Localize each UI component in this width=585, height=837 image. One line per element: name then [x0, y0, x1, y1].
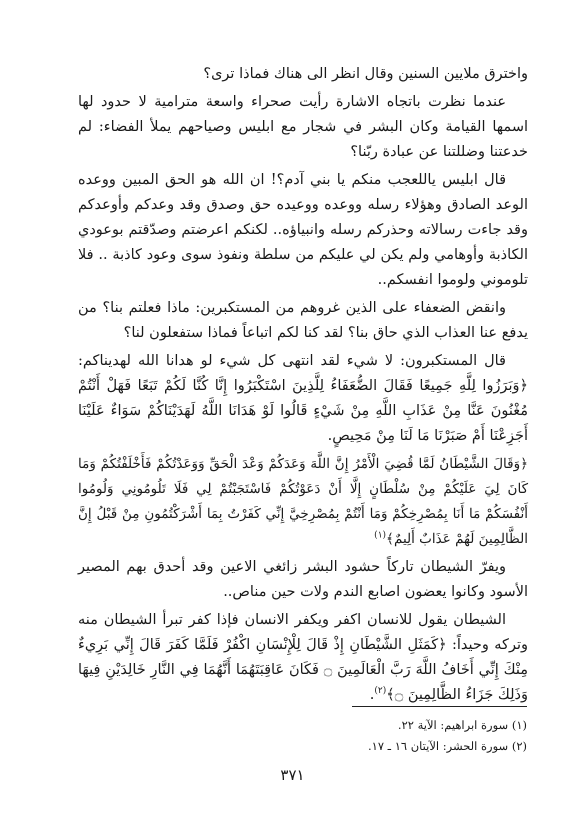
paragraph-5-quote: قال المستكبرون: لا شيء لقد انتهى كل شيء لو هدانا الله لهديناكم: ﴿وَبَرَزُوا لِلَّهِ جَمِيعًا فَقَالَ الضُّعَفَاءُ لِلَّذِينَ اسْتَكْبَرُوا إِنَّا كُنَّا لَكُمْ تَبَعًا فَهَلْ أَنْتُمْ مُغْنُونَ عَنَّا مِنْ عَذَابِ اللَّهِ مِنْ شَيْءٍ قَالُوا لَوْ هَدَانَا اللَّهُ لَهَدَيْنَاكُمْ سَوَاءٌ عَلَيْنَا أَجَزِعْنَا أَمْ صَبَرْنَا مَا لَنَا مِنْ مَحِيصٍ. — [78, 353, 528, 444]
paragraph-3: قال ابليس ياللعجب منكم يا بني آدم؟! ان الله هو الحق المبين ووعده الوعد الصادق وهؤلاء رسله ووعده ووعيده حق وصدق وقد وعدكم وأوعدكم وقد جاءت رسالاته وحذركم رسله وانبياؤه.. لكنكم اعرضتم وصدّقتم بوعودي الكاذبة وأوهامي ولم يكن لي عليكم من سلطة ونفوذ سوى وعود كاذبة .. فلا تلوموني ولوموا انفسكم.. — [78, 172, 528, 288]
paragraph-4: وانقض الضعفاء على الذين غروهم من المستكبرين: ماذا فعلتم بنا؟ من يدفع عنا العذاب الذي حاق بنا؟ لقد كنا لكم اتباعاً فماذا ستفعلون لنا؟ — [78, 300, 528, 341]
footnote-1: (١) سورة ابراهيم: الآية ٢٢. — [397, 718, 527, 732]
page-number: ٣٧١ — [280, 766, 305, 784]
quran-verse-1 — [78, 452, 528, 552]
footnote-ref-1: (١) — [374, 530, 387, 541]
footnote-ref-2: (٢) — [374, 686, 387, 697]
quran-verse-1-text: ﴿وَقَالَ الشَّيْطَانُ لَمَّا قُضِيَ الْأَمْرُ إِنَّ اللَّهَ وَعَدَكُمْ وَعْدَ الْحَقِّ وَوَعَدْتُكُمْ فَأَخْلَفْتُكُمْ وَمَا كَانَ لِيَ عَلَيْكُمْ مِنْ سُلْطَانٍ إِلَّا أَنْ دَعَوْتُكُمْ فَاسْتَجَبْتُمْ لِي فَلَا تَلُومُونِي وَلُومُوا أَنْفُسَكُمْ مَا أَنَا بِمُصْرِخِكُمْ وَمَا أَنْتُمْ بِمُصْرِخِيَّ إِنِّي كَفَرْتُ بِمَا أَشْرَكْتُمُونِ مِنْ قَبْلُ إِنَّ الظَّالِمِينَ لَهُمْ عَذَابٌ أَلِيمٌ﴾ — [78, 456, 528, 547]
paragraph-8-quote — [78, 608, 528, 708]
paragraph-8-end: . — [369, 687, 375, 703]
paragraph-1: واخترق ملايين السنين وقال انظر الى هناك فماذا ترى؟ — [203, 66, 528, 82]
paragraph-7: ويفرّ الشيطان تاركاً حشود البشر زائغي الاعين وقد أحدق بهم المصير الأسود وكانوا يعضون اصابع الندم ولات حين مناص.. — [78, 559, 528, 600]
paragraph-2: عندما نظرت باتجاه الاشارة رأيت صحراء واسعة مترامية لا حدود لها اسمها القيامة وكان البشر في شجار مع ابليس وصياحهم يملأ الفضاء: لم خدعتنا وضللتنا عن عبادة ربّنا؟ — [78, 94, 528, 160]
paragraph-8-text: الشيطان يقول للانسان اكفر ويكفر الانسان فإذا كفر تبرأ الشيطان منه وتركه وحيداً: ﴿كَمَثَلِ الشَّيْطَانِ إِذْ قَالَ لِلْإِنْسَانِ اكْفُرْ فَلَمَّا كَفَرَ قَالَ إِنِّي بَرِيءٌ مِنْكَ إِنِّي أَخَافُ اللَّهَ رَبَّ الْعَالَمِينَ ۝ فَكَانَ عَاقِبَتَهُمَا أَنَّهُمَا فِي النَّارِ خَالِدَيْنِ فِيهَا وَذَلِكَ جَزَاءُ الظَّالِمِينَ ۝﴾ — [78, 612, 528, 703]
footnotes — [227, 715, 527, 757]
page-body — [78, 62, 528, 711]
footnote-2: (٢) سورة الحشر: الآيتان ١٦ ـ ١٧. — [368, 739, 527, 753]
footnote-divider — [352, 706, 527, 707]
